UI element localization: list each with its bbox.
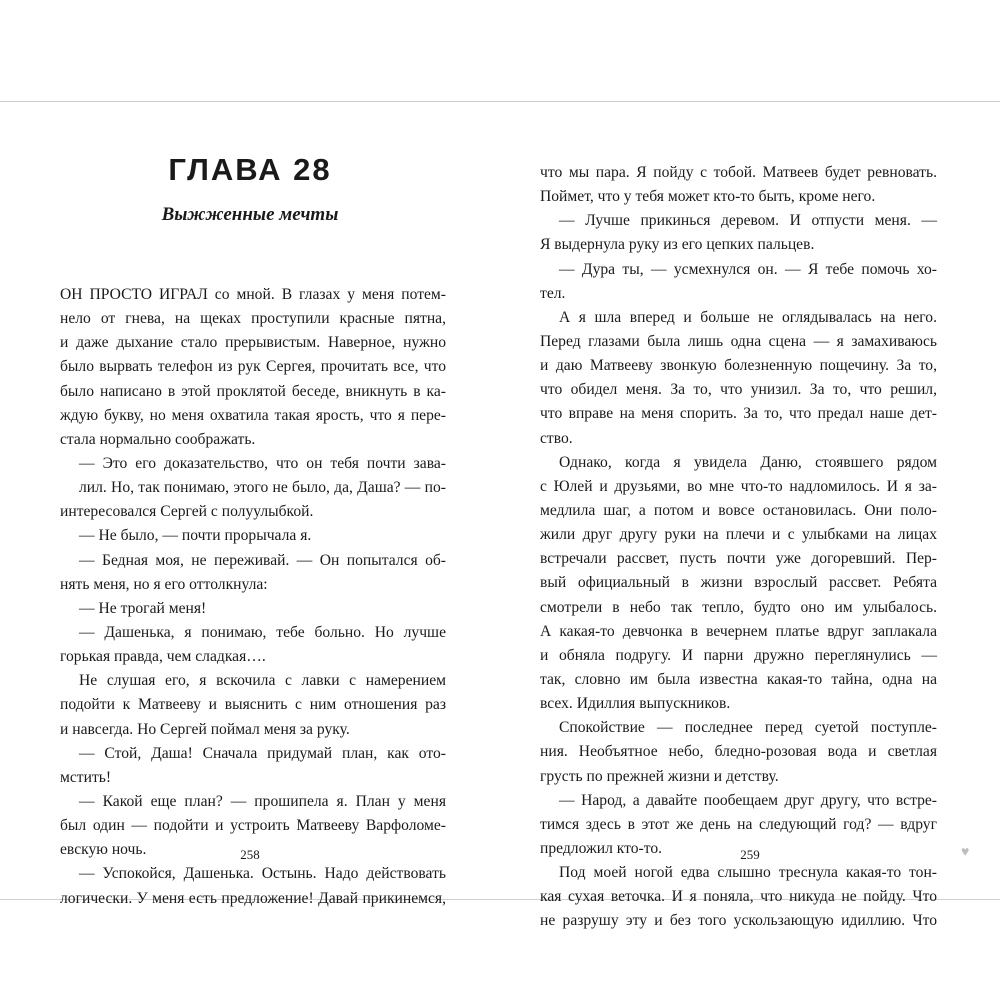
text-line: стала нормально соображать. bbox=[60, 430, 256, 448]
text-line: евскую ночь. bbox=[60, 841, 147, 859]
text-line: — Дура ты, — усмехнулся он. — Я тебе помочь хо- bbox=[559, 260, 937, 278]
text-line: кая сухая веточка. И я поняла, что никуда не пойду. Что bbox=[540, 888, 937, 906]
text-line: — Успокойся, Дашенька. Остынь. Надо действовать bbox=[79, 865, 446, 883]
text-line: горькая правда, чем сладкая…. bbox=[60, 648, 266, 666]
text-line: был один — подойти и устроить Матвееву Варфоломе- bbox=[60, 817, 446, 835]
text-line: смотрели в небо так тепло, будто оно им улыбалось. bbox=[540, 598, 937, 616]
text-line: Поймет, что у тебя может кто-то быть, кроме него. bbox=[540, 188, 876, 206]
text-line: грусть по прежней жизни и детству. bbox=[540, 767, 779, 785]
text-line: Перед глазами была лишь одна сцена — я замахиваюсь bbox=[540, 332, 937, 350]
text-line: — Не трогай меня! bbox=[79, 599, 207, 617]
text-line: встречали рассвет, пусть почти уже догоревший. Пер- bbox=[540, 550, 937, 568]
text-line: — Это его доказательство, что он тебя почти зава- bbox=[79, 454, 446, 472]
text-line: и навсегда. Но Сергей поймал меня за руку. bbox=[60, 720, 350, 738]
text-line: было написано в этой проклятой беседе, вникнуть в ка- bbox=[60, 382, 446, 400]
text-line: с Юлей и друзьями, во мне что-то надломилось. И я за- bbox=[540, 477, 937, 495]
text-line: Я выдернула руку из его цепких пальцев. bbox=[540, 236, 815, 254]
text-line: мстить! bbox=[60, 768, 112, 786]
text-line: медлила шаг, а потом и вовсе остановилась. Они поло- bbox=[540, 501, 937, 519]
text-line: и обняла подругу. И парни дружно переглянулись — bbox=[540, 646, 937, 664]
text-line: ждую букву, но меня охватила такая ярость, что я пере- bbox=[60, 406, 446, 424]
right-page-body bbox=[540, 161, 937, 934]
text-line: тимся здесь в этот же день на следующий год? — вдруг bbox=[540, 815, 937, 833]
text-line: — Лучше прикинься деревом. И отпусти меня. — bbox=[559, 212, 937, 230]
text-line: жили друг другу руки на плечи и с улыбками на лицах bbox=[540, 526, 937, 544]
text-line: и даже дыхание стало прерывистым. Наверное, нужно bbox=[60, 334, 446, 352]
page-number-left: 258 bbox=[240, 847, 260, 862]
heart-icon: ♥ bbox=[961, 845, 970, 860]
text-line: что обидел меня. За то, что унизил. За то, что решил, bbox=[540, 381, 937, 399]
text-line: — Не было, — почти прорычала я. bbox=[79, 527, 312, 545]
text-line: — Дашенька, я понимаю, тебе больно. Но лучше bbox=[79, 623, 446, 641]
text-line: А я шла вперед и больше не оглядывалась на него. bbox=[559, 308, 937, 326]
text-line: вый официальный в жизни взрослый рассвет. Ребята bbox=[540, 574, 937, 592]
text-line: Спокойствие — последнее перед суетой поступле- bbox=[559, 719, 937, 737]
text-line: всех. Идиллия выпускников. bbox=[540, 695, 731, 713]
left-page bbox=[0, 102, 500, 907]
text-line: Под моей ногой едва слышно треснула какая-то тон- bbox=[559, 864, 937, 882]
text-line: А какая-то девчонка в вечернем платье вдруг заплакала bbox=[540, 622, 937, 640]
text-line: — Народ, а давайте пообещаем друг другу, что встре- bbox=[559, 791, 937, 809]
text-line: — Какой еще план? — прошипела я. План у меня bbox=[79, 792, 446, 810]
text-line: предложил кто-то. bbox=[540, 839, 663, 857]
text-line: логически. У меня есть предложение! Давай прикинемся, bbox=[60, 889, 446, 907]
text-line: нять меня, но я его оттолкнула: bbox=[60, 575, 268, 593]
text-line: не разрушу эту и без того ускользающую идиллию. Что bbox=[540, 912, 937, 930]
text-line: было вырвать телефон из рук Сергея, прочитать все, что bbox=[60, 358, 446, 376]
text-line: что мы пара. Я пойду с тобой. Матвеев будет ревновать. bbox=[540, 164, 937, 181]
text-line: Однако, когда я увидела Даню, стоявшего рядом bbox=[559, 453, 937, 471]
text-line: тел. bbox=[540, 284, 566, 302]
text-line: ОН ПРОСТО ИГРАЛ со мной. В глазах у меня потем- bbox=[60, 286, 446, 303]
text-line: — Стой, Даша! Сначала придумай план, как ото- bbox=[79, 744, 446, 762]
text-line: и даю Матвееву звонкую болезненную пощечину. За то, bbox=[540, 357, 937, 375]
text-line: подойти к Матвееву и выяснить с ним отношения раз bbox=[60, 696, 446, 714]
chapter-title: ГЛАВА 28 bbox=[168, 152, 332, 187]
text-line: так, словно им была известна какая-то тайна, одна на bbox=[540, 670, 937, 688]
text-line: лил. Но, так понимаю, этого не было, да, Даша? — по- bbox=[79, 479, 446, 497]
text-line: Не слушая его, я вскочила с лавки с намерением bbox=[79, 672, 446, 690]
right-page bbox=[500, 102, 1000, 930]
text-line: интересовался Сергей с полуулыбкой. bbox=[60, 503, 314, 521]
text-line: ство. bbox=[540, 429, 573, 447]
page-number-right: 259 bbox=[740, 847, 760, 862]
text-line: — Бедная моя, не переживай. — Он попытался об- bbox=[79, 551, 446, 569]
text-line: нело от гнева, на щеках проступили красные пятна, bbox=[60, 310, 446, 328]
text-line: что вправе на меня спорить. За то, что предал наше дет- bbox=[540, 405, 937, 423]
book-spread bbox=[0, 101, 1000, 930]
chapter-subtitle: Выжженные мечты bbox=[161, 204, 339, 225]
left-page-body bbox=[60, 283, 446, 911]
text-line: ния. Необъятное небо, бледно-розовая вода и светлая bbox=[540, 743, 937, 761]
